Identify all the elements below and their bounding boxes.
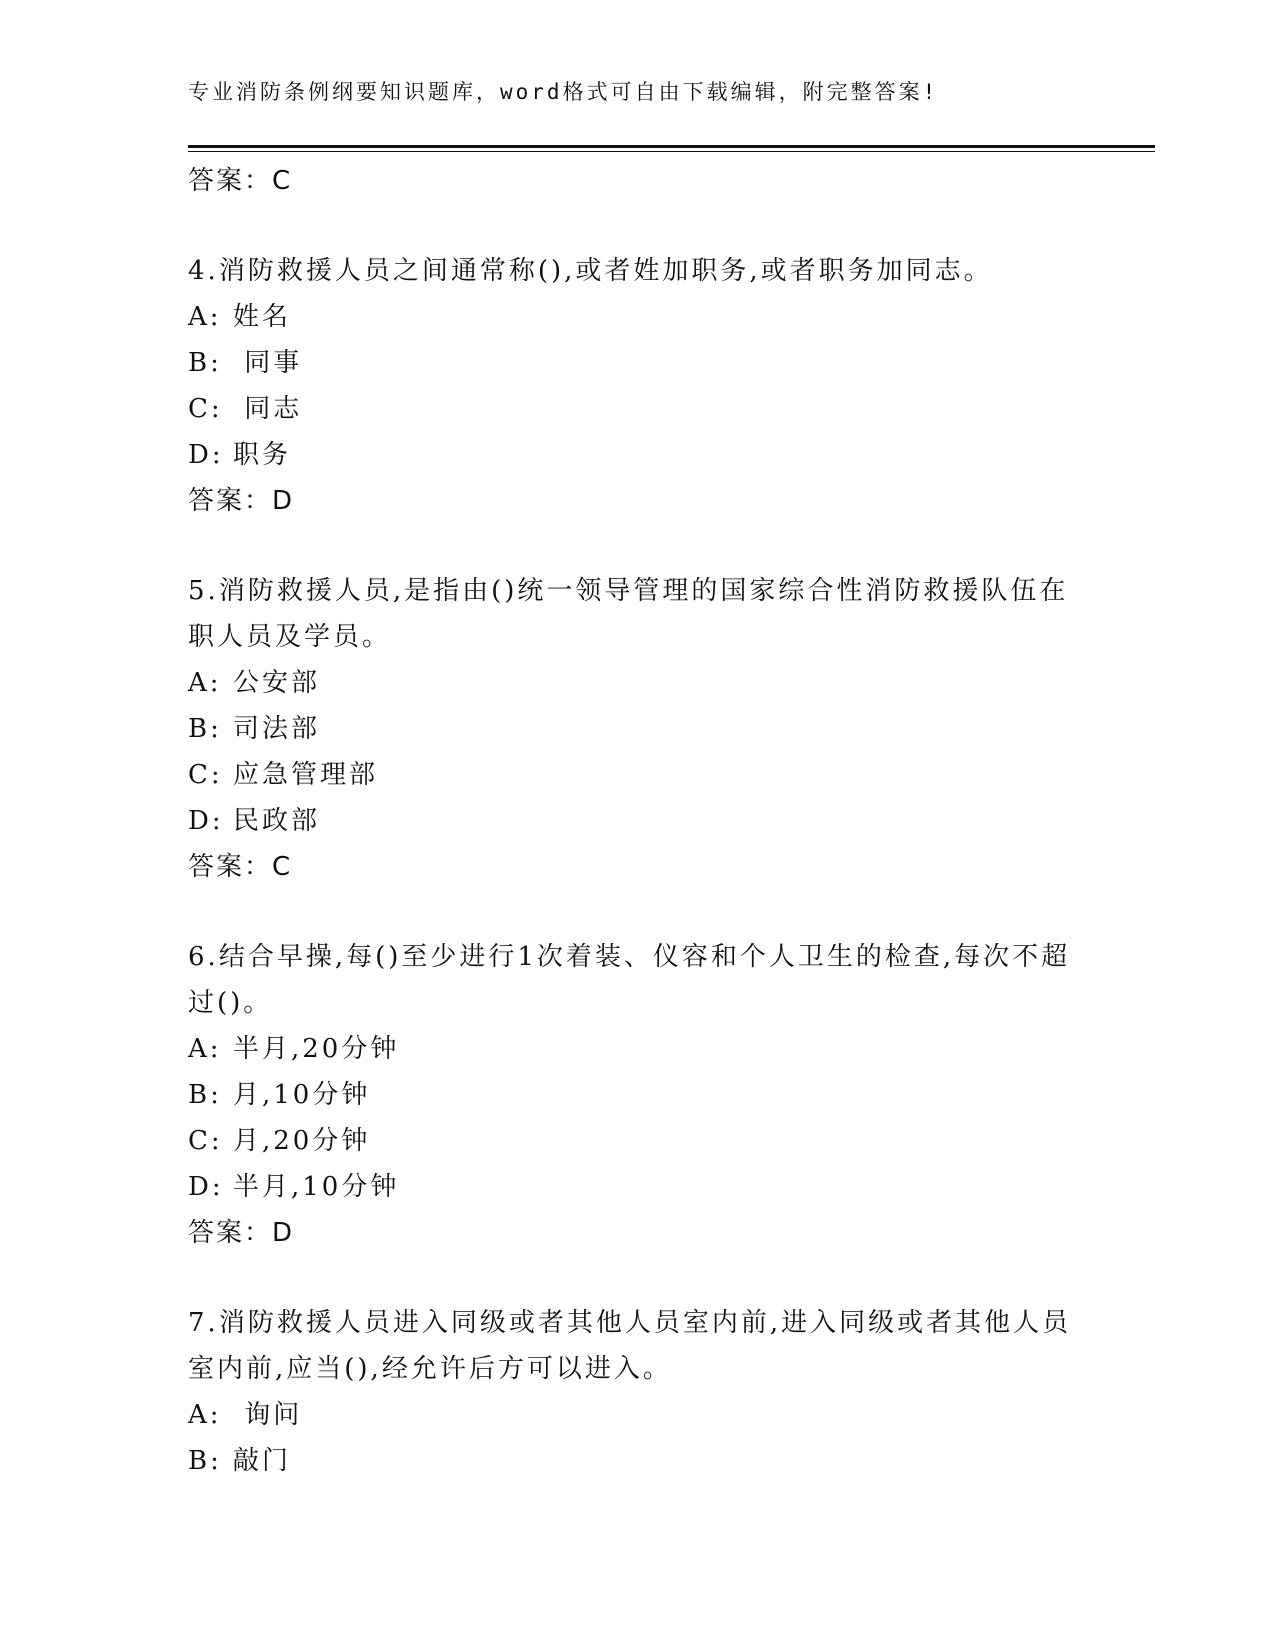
block-spacer xyxy=(188,1256,1088,1300)
option-letter: B: xyxy=(188,1446,222,1476)
answer-label: 答案： xyxy=(188,1218,273,1248)
option-item xyxy=(188,1392,1088,1438)
option-letter: D: xyxy=(188,440,224,470)
option-text: 半月,20分钟 xyxy=(233,1034,400,1064)
question-4 xyxy=(188,248,1088,524)
option-letter: B: xyxy=(188,714,222,744)
question-6 xyxy=(188,934,1088,1256)
answer-label: 答案： xyxy=(188,486,273,516)
option-letter: C: xyxy=(188,1126,223,1156)
option-text: 敲门 xyxy=(233,1446,292,1476)
answer-line xyxy=(188,158,1088,204)
option-item xyxy=(188,1164,1088,1210)
option-text: 月,10分钟 xyxy=(233,1080,371,1110)
option-text: 同志 xyxy=(233,394,303,424)
question-stem xyxy=(188,248,1088,294)
question-7 xyxy=(188,1300,1088,1484)
option-item xyxy=(188,752,1088,798)
option-item xyxy=(188,1072,1088,1118)
answer-label: 答案： xyxy=(188,166,273,196)
option-letter: A: xyxy=(188,1034,222,1064)
question-stem xyxy=(188,934,1088,1026)
question-number: 4. xyxy=(188,256,219,286)
page-header: 专业消防条例纲要知识题库，word格式可自由下载编辑，附完整答案! xyxy=(188,80,939,104)
question-text: 消防救援人员进入同级或者其他人员室内前,进入同级或者其他人员室内前,应当(),经允许后方可以进入。 xyxy=(188,1308,1072,1384)
question-text: 结合早操,每()至少进行1次着装、仪容和个人卫生的检查,每次不超过()。 xyxy=(188,942,1071,1018)
question-number: 7. xyxy=(188,1308,219,1338)
question-5 xyxy=(188,568,1088,890)
option-item xyxy=(188,340,1088,386)
option-letter: A: xyxy=(188,302,222,332)
option-item xyxy=(188,660,1088,706)
header-divider-thin xyxy=(188,151,1155,152)
option-text: 司法部 xyxy=(233,714,321,744)
question-text: 消防救援人员,是指由()统一领导管理的国家综合性消防救援队伍在职人员及学员。 xyxy=(188,576,1069,652)
block-spacer xyxy=(188,890,1088,934)
question-list xyxy=(188,158,1088,1484)
question-number: 5. xyxy=(188,576,219,606)
option-item xyxy=(188,706,1088,752)
answer-value: D xyxy=(272,1218,295,1248)
option-text: 应急管理部 xyxy=(233,760,379,790)
option-text: 半月,10分钟 xyxy=(233,1172,400,1202)
block-spacer xyxy=(188,524,1088,568)
answer-label: 答案： xyxy=(188,852,273,882)
question-text: 消防救援人员之间通常称(),或者姓加职务,或者职务加同志。 xyxy=(218,256,993,286)
question-stem xyxy=(188,568,1088,660)
option-item xyxy=(188,386,1088,432)
answer-line xyxy=(188,1210,1088,1256)
option-text: 公安部 xyxy=(233,668,321,698)
option-item xyxy=(188,432,1088,478)
option-letter: B: xyxy=(188,348,222,378)
option-text: 民政部 xyxy=(233,806,321,836)
option-letter: B: xyxy=(188,1080,222,1110)
question-stem xyxy=(188,1300,1088,1392)
option-letter: C: xyxy=(188,394,223,424)
option-text: 询问 xyxy=(233,1400,303,1430)
header-divider-thick xyxy=(188,145,1155,148)
answer-value: C xyxy=(272,852,293,882)
option-text: 月,20分钟 xyxy=(233,1126,371,1156)
answer-line xyxy=(188,844,1088,890)
option-letter: A: xyxy=(188,1400,222,1430)
option-item xyxy=(188,798,1088,844)
question-number: 6. xyxy=(188,942,219,972)
option-letter: A: xyxy=(188,668,222,698)
option-text: 姓名 xyxy=(233,302,292,332)
option-letter: D: xyxy=(188,806,224,836)
block-spacer xyxy=(188,204,1088,248)
answer-line xyxy=(188,478,1088,524)
option-item xyxy=(188,1438,1088,1484)
answer-value: C xyxy=(272,166,293,196)
option-item xyxy=(188,1118,1088,1164)
answer-value: D xyxy=(272,486,295,516)
option-text: 职务 xyxy=(233,440,292,470)
option-letter: C: xyxy=(188,760,223,790)
option-letter: D: xyxy=(188,1172,224,1202)
option-item xyxy=(188,1026,1088,1072)
option-text: 同事 xyxy=(233,348,303,378)
option-item xyxy=(188,294,1088,340)
